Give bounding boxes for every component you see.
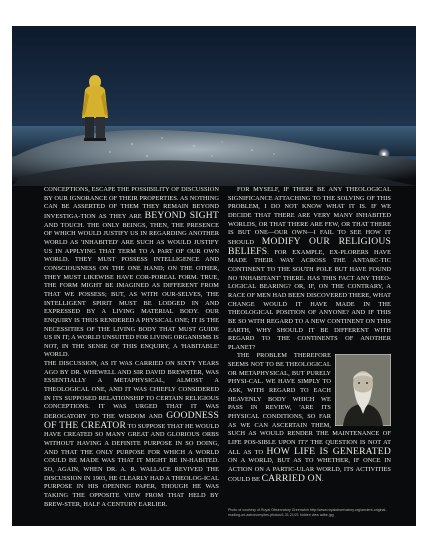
right-p1-emphasis: MODIFY OUR RELIGIOUS BELIEFS xyxy=(228,235,391,257)
left-p2-text-b: TO SUPPOSE THAT HE WOULD HAVE CREATED SO MANY GREAT AND GLORIOUS ORBS WITHOUT HAVING A DEFINITE PURPOSE IN SO DOING, AND THAT THE ONLY PURPOSE FOR WHICH A WORLD COULD BE MADE WAS THAT IT MIGHT BE IN-HABITED. SO, AGAIN, WHEN DR. A. R. WALLACE REVIVED THE DISCUSSION IN 1903, HE CLEARLY HAD A THEOLOG-ICAL PURPOSE IN HIS OPENING PAPER, THOUGH HE WAS TAKING THE OPPOSITE VIEW FROM THAT HELD BY BREW-STER, HALF A CENTURY EARLIER. xyxy=(44,422,220,508)
right-p1-text-a: FOR MYSELF, IF THERE BE ANY THEOLOGICAL SIGNIFICANCE ATTACHING TO THE SOLVING OF THIS PROBLEM, I DO NOT KNOW WHAT IT IS. IF WE DECIDE THAT THERE ARE VERY MANY INHABITED WORLDS, OR THAT THERE ARE FEW, OR THAT THERE IS BUT ONE—OUR OWN—I FAIL TO SEE HOW IT SHOULD xyxy=(228,186,391,246)
left-paragraph-2 xyxy=(44,360,219,509)
right-p2-text-c: . xyxy=(321,475,324,483)
right-text-column xyxy=(228,186,391,484)
hero-photo xyxy=(12,26,416,186)
bearded-man-portrait-icon xyxy=(335,354,391,426)
portrait-photo xyxy=(335,354,391,426)
left-p2-emphasis: GOODNESS OF THE CREATOR xyxy=(44,410,219,431)
left-p1-text-b: AND TOUCH. THE ONLY BEINGS, THEN, THE PRESENCE OF WHICH WOULD JUSTIFY US IN REGARDING ANOTHER WORLD AS 'INHABITED' ARE SUCH AS WOULD JUSTIFY US IN APPLYING THAT TERM TO A PART OF OUR OWN WORLD. THEY MUST POSSESS INTELLIGENCE AND CONSCIOUSNESS ON THE ONE HAND; ON THE OTHER, THEY MUST LIKEWISE HAVE COR-POREAL FORM. TRUE, THE FORM MIGHT BE IMAGINED AS DIFFERENT FROM THAT WE POSSESS; BUT, AS WITH OUR-SELVES, THE INTELLIGENT SPIRIT MUST BE LODGED IN AND EXPRESSED BY A LIVING MATERIAL BODY. OUR ENQUIRY IS THUS RENDERED A PHYSICAL ONE; IT IS THE NECESSITIES OF THE LIVING BODY THAT MUST GUIDE US IN IT; A WORLD UNSUITED FOR LIVING ORGANISMS IS NOT, IN THE SENSE OF THIS ENQUIRY, A 'HABITABLE' WORLD. xyxy=(44,221,219,359)
left-paragraph-1 xyxy=(44,186,219,360)
magazine-spread xyxy=(12,26,416,526)
left-p2-text-a: THE DISCUSSION, AS IT WAS CARRIED ON SIXTY YEARS AGO BY DR. WHEWELL AND SIR DAVID BREWSTER, WAS ESSENTIALLY A METAPHYSICAL, ALMOST A THEOLOGICAL ONE, AND IT WAS CHIEFLY CONSIDERED IN ITS SUPPOSED RELATIONSHIP TO CERTAIN RELIGIOUS CONCEPTIONS. IT WAS URGED THAT IT WAS DEROGATORY TO THE WISDOM AND xyxy=(44,360,219,421)
photo-credit: Photo of courtesy of Royal Observatory Greenwich http://www.royalobservatory.org/ancient-original-reading-on-astronomy/tes-photos/1.31.21/21 hidden view adbe.jpg xyxy=(228,508,387,517)
right-p2-text-b: ON A WORLD, BUT AS TO WHETHER, IF ONCE IN ACTION ON A PARTIC-ULAR WORLD, ITS ACTIVITIES COULD BE xyxy=(228,457,391,483)
right-paragraph-2 xyxy=(228,352,391,484)
right-p2-emphasis: HOW LIFE IS GENERATED xyxy=(266,445,391,457)
left-p1-emphasis: BEYOND SIGHT xyxy=(144,209,219,221)
right-paragraph-1 xyxy=(228,186,391,352)
night-shore-photo xyxy=(12,26,416,186)
left-text-column xyxy=(44,186,219,509)
left-p1-text-a: CONCEPTIONS, ESCAPE THE POSSIBILITY OF DISCUSSION BY OUR IGNORANCE OF THEIR PROPERTIES. AS NOTHING CAN BE ASSERTED OF THEM THEY REMAIN BEYOND INVESTIGA-TION AS THEY ARE xyxy=(44,186,219,220)
right-p2-emphasis-2: CARRIED ON xyxy=(261,472,322,484)
right-p1-text-b: . FOR EXAMPLE, EX-PLORERS HAVE MADE THEIR WAY ACROSS THE ANTARC-TIC CONTINENT TO THE SOUTH POLE BUT HAVE FOUND NO 'INHABITANT' THERE. HAS THIS FACT ANY THEO-LOGICAL BEARING? OR, IF, ON THE CONTRARY, A RACE OF MEN HAD BEEN DISCOVERED THERE, WHAT CHANGE WOULD IT HAVE MADE IN THE THEOLOGICAL POSITION OF ANYONE? AND IF THIS BE SO WITH REGARD TO A NEW CONTINENT ON THIS EARTH, WHY SHOULD IT BE DIFFERENT WITH REGARD TO THE CONTINENTS OF ANOTHER PLANET? xyxy=(228,248,391,351)
right-p2-text-a: THE PROBLEM THEREFORE SEEMS NOT TO BE THEOLOGICAL OR METAPHYSICAL, BUT PURELY PHYSI-CAL. WE HAVE SIMPLY TO ASK, WITH REGARD TO EACH HEAVENLY BODY WHICH WE PASS IN REVIEW, 'ARE ITS PHYSICAL CONDITIONS, SO FAR AS WE CAN ASCERTAIN THEM, SUCH AS WOULD RENDER THE MAINTENANCE OF LIFE POS-SIBLE UPON IT?' THE QUESTION IS NOT AT ALL AS TO xyxy=(228,352,391,456)
